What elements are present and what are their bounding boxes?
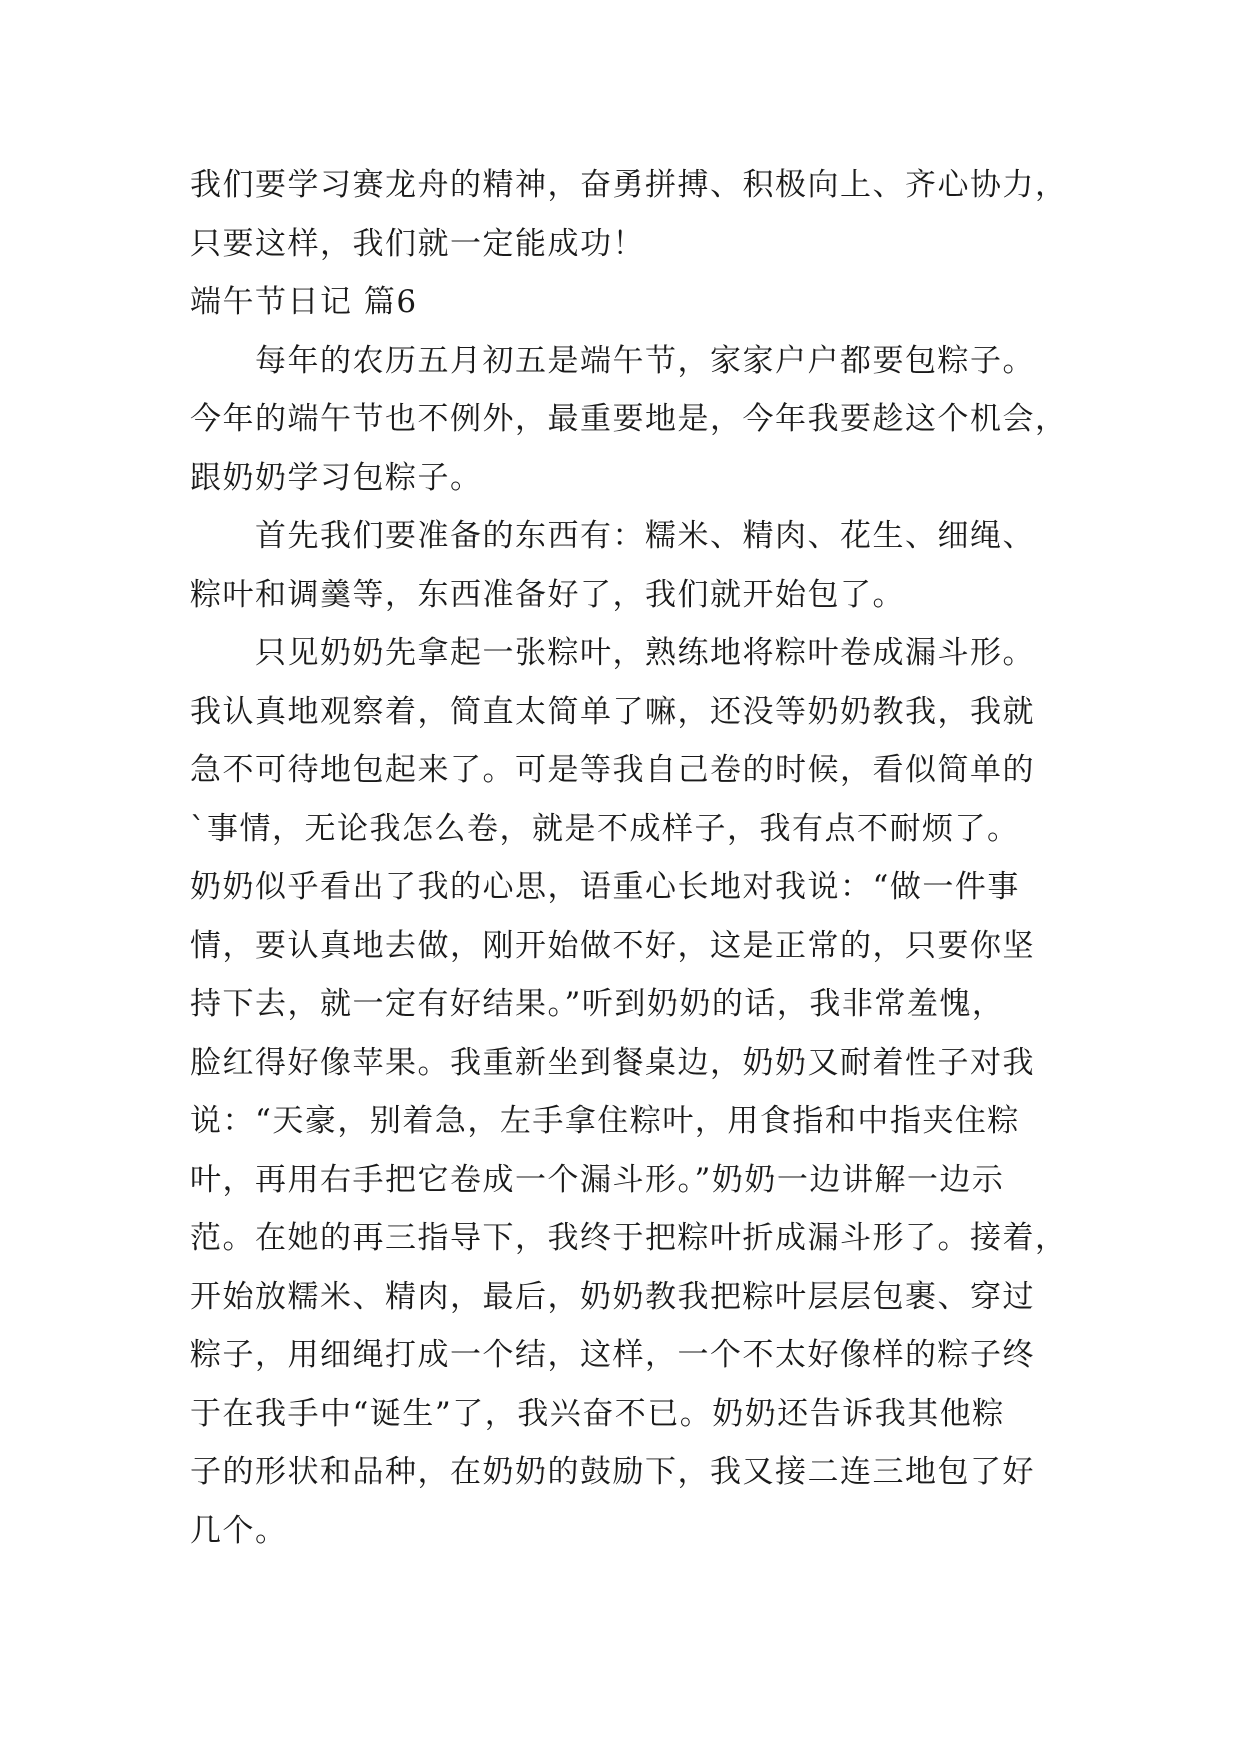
text-line: 奶奶似乎看出了我的心思，语重心长地对我说：“做一件事: [190, 869, 1020, 905]
text-line: 持下去，就一定有好结果。”听到奶奶的话，我非常羞愧，: [190, 986, 1005, 1022]
document-page: [190, 156, 1090, 1560]
text-line: 脸红得好像苹果。我重新坐到餐桌边，奶奶又耐着性子对我: [190, 1044, 1035, 1081]
text-line: 今年的端午节也不例外，最重要地是，今年我要趁这个机会，: [190, 401, 1068, 437]
text-line: 只要这样，我们就一定能成功！: [190, 225, 645, 262]
text-line: 每年的农历五月初五是端午节，家家户户都要包粽子。: [190, 342, 1035, 379]
text-line: `事情，无论我怎么卷，就是不成样子，我有点不耐烦了。: [190, 810, 1020, 847]
text-line: 叶，再用右手把它卷成一个漏斗形。”奶奶一边讲解一边示: [190, 1161, 1005, 1198]
text-line: 几个。: [190, 1512, 288, 1549]
text-line: 急不可待地包起来了。可是等我自己卷的时候，看似简单的: [190, 752, 1035, 788]
text-line: 范。在她的再三指导下，我终于把粽叶折成漏斗形了。接着，: [190, 1220, 1068, 1256]
paragraph-2: [190, 507, 1090, 624]
text-line: 我们要学习赛龙舟的精神，奋勇拼搏、积极向上、齐心协力，: [190, 167, 1068, 203]
text-line: 说：“天豪，别着急，左手拿住粽叶，用食指和中指夹住粽: [190, 1103, 1020, 1139]
section-heading: 端午节日记 篇6: [190, 284, 418, 320]
text-line: 粽子，用细绳打成一个结，这样，一个不太好像样的粽子终: [190, 1337, 1035, 1373]
text-line: 只见奶奶先拿起一张粽叶，熟练地将粽叶卷成漏斗形。: [190, 635, 1035, 671]
text-line: 子的形状和品种，在奶奶的鼓励下，我又接二连三地包了好: [190, 1454, 1035, 1490]
text-line: 我认真地观察着，简直太简单了嘛，还没等奶奶教我，我就: [190, 693, 1035, 730]
paragraph-1: [190, 332, 1090, 508]
paragraph-3: [190, 624, 1090, 1560]
text-line: 首先我们要准备的东西有：糯米、精肉、花生、细绳、: [190, 518, 1035, 554]
text-line: 粽叶和调羹等，东西准备好了，我们就开始包了。: [190, 576, 905, 613]
text-line: 跟奶奶学习包粽子。: [190, 459, 483, 496]
text-line: 于在我手中“诞生”了，我兴奋不已。奶奶还告诉我其他粽: [190, 1395, 1005, 1432]
text-line: 开始放糯米、精肉，最后，奶奶教我把粽叶层层包裹、穿过: [190, 1278, 1035, 1315]
text-line: 情，要认真地去做，刚开始做不好，这是正常的，只要你坚: [190, 927, 1035, 964]
intro-paragraph: [190, 156, 1090, 273]
